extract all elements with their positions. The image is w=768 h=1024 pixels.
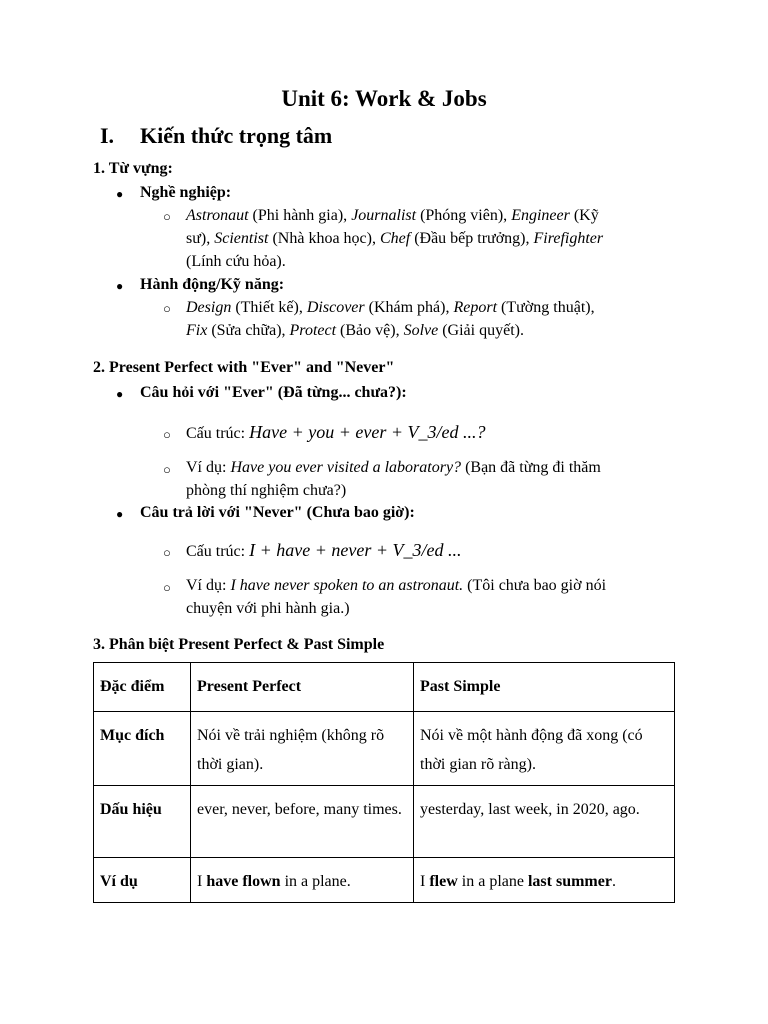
- section-number: I.: [100, 123, 115, 148]
- text-run: I: [197, 873, 207, 890]
- text-run: sư),: [186, 230, 215, 247]
- sub-bullet-icon: ○: [163, 301, 171, 316]
- text-run: (Khám phá),: [364, 299, 454, 316]
- ever-structure-label: Cấu trúc:: [186, 425, 250, 442]
- jobs-line-3: [186, 253, 286, 271]
- ever-example: Have you ever visited a laboratory?: [230, 459, 462, 476]
- never-label: Câu trả lời với "Never" (Chưa bao giờ):: [140, 504, 415, 521]
- page-title: Unit 6: Work & Jobs: [281, 86, 487, 111]
- header-cell: Present Perfect: [191, 663, 414, 712]
- table-cell: [414, 858, 675, 903]
- text-run: (Giải quyết).: [438, 322, 524, 339]
- never-example-translation-cont: chuyện với phi hành gia.): [186, 600, 350, 617]
- never-structure-label: Cấu trúc:: [186, 543, 250, 560]
- header-cell: Past Simple: [414, 663, 675, 712]
- text-run: (Tường thuật),: [497, 299, 595, 316]
- header-cell: Đặc điểm: [94, 663, 191, 712]
- bold-term: have flown: [206, 873, 281, 890]
- never-example-label: Ví dụ:: [186, 577, 231, 594]
- jobs-line-1: [186, 207, 599, 225]
- table-cell: yesterday, last week, in 2020, ago.: [414, 786, 675, 858]
- never-example-translation: (Tôi chưa bao giờ nói: [463, 577, 607, 594]
- ever-example-translation: (Bạn đã từng đi thăm: [461, 459, 601, 476]
- sub-bullet-icon: ○: [163, 209, 171, 224]
- sub-bullet-icon: ○: [163, 427, 171, 442]
- row-label: Dấu hiệu: [94, 786, 191, 858]
- text-run: (Đầu bếp trưởng),: [410, 230, 534, 247]
- italic-term: Protect: [289, 322, 337, 339]
- italic-term: Design: [186, 299, 232, 316]
- actions-label: Hành động/Kỹ năng:: [140, 276, 285, 293]
- italic-term: Scientist: [214, 230, 269, 247]
- never-structure: I + have + never + V_3/ed ...: [249, 540, 462, 560]
- text-run: in a plane: [457, 873, 528, 890]
- never-structure-line: [186, 540, 461, 561]
- jobs-label: Nghề nghiệp:: [140, 184, 232, 201]
- never-example: I have never spoken to an astronaut.: [230, 577, 464, 594]
- actions-line-1: [186, 299, 595, 317]
- table-row: [94, 858, 675, 903]
- text-run: (Bảo vệ),: [336, 322, 404, 339]
- italic-term: Fix: [186, 322, 208, 339]
- ever-structure: Have + you + ever + V_3/ed ...?: [249, 422, 486, 442]
- table-row: [94, 786, 675, 858]
- italic-term: Chef: [379, 230, 411, 247]
- sub-bullet-icon: ○: [163, 462, 171, 477]
- text-run: in a plane.: [280, 873, 351, 890]
- italic-term: Journalist: [351, 207, 417, 224]
- ever-example-line: [186, 459, 601, 477]
- bold-term: last summer: [527, 873, 612, 890]
- table-row: [94, 712, 675, 786]
- text-run: I: [420, 873, 430, 890]
- row-label: Ví dụ: [94, 858, 191, 903]
- italic-term: Engineer: [511, 207, 570, 224]
- table-header-row: [94, 663, 675, 712]
- italic-term: Solve: [403, 322, 439, 339]
- text-run: (Thiết kế),: [231, 299, 307, 316]
- text-run: (Sửa chữa),: [207, 322, 290, 339]
- text-run: .: [611, 873, 616, 890]
- italic-term: Astronaut: [186, 207, 249, 224]
- never-example-line: [186, 577, 606, 595]
- text-run: (Lính cứu hỏa).: [186, 253, 286, 270]
- table-cell: ever, never, before, many times.: [191, 786, 414, 858]
- italic-term: Report: [453, 299, 498, 316]
- section-label: Kiến thức trọng tâm: [140, 123, 333, 148]
- italic-term: Discover: [306, 299, 365, 316]
- vocab-heading: 1. Từ vựng:: [93, 160, 173, 177]
- grammar-heading: 2. Present Perfect with "Ever" and "Never": [93, 359, 395, 376]
- ever-example-label: Ví dụ:: [186, 459, 231, 476]
- bullet-icon: ●: [116, 387, 124, 401]
- sub-bullet-icon: ○: [163, 580, 171, 595]
- bullet-icon: ●: [116, 187, 124, 201]
- ever-label: Câu hỏi với "Ever" (Đã từng... chưa?):: [140, 384, 407, 401]
- text-run: (Nhà khoa học),: [268, 230, 380, 247]
- text-run: (Kỹ: [569, 207, 599, 224]
- ever-example-translation-cont: phòng thí nghiệm chưa?): [186, 482, 347, 499]
- bold-term: flew: [429, 873, 458, 890]
- text-run: (Phi hành gia),: [248, 207, 352, 224]
- italic-term: Firefighter: [533, 230, 604, 247]
- actions-line-2: [186, 322, 524, 340]
- table-cell: Nói về trải nghiệm (không rõ thời gian).: [191, 712, 414, 786]
- sub-bullet-icon: ○: [163, 545, 171, 560]
- jobs-line-2: [186, 230, 603, 248]
- comparison-table: [93, 662, 675, 903]
- compare-heading: 3. Phân biệt Present Perfect & Past Simple: [93, 636, 385, 653]
- table-cell: [191, 858, 414, 903]
- ever-structure-line: [186, 422, 485, 443]
- text-run: (Phóng viên),: [416, 207, 512, 224]
- table-cell: Nói về một hành động đã xong (có thời gian rõ ràng).: [414, 712, 675, 786]
- bullet-icon: ●: [116, 507, 124, 521]
- section-heading: [0, 123, 768, 153]
- row-label: Mục đích: [94, 712, 191, 786]
- bullet-icon: ●: [116, 279, 124, 293]
